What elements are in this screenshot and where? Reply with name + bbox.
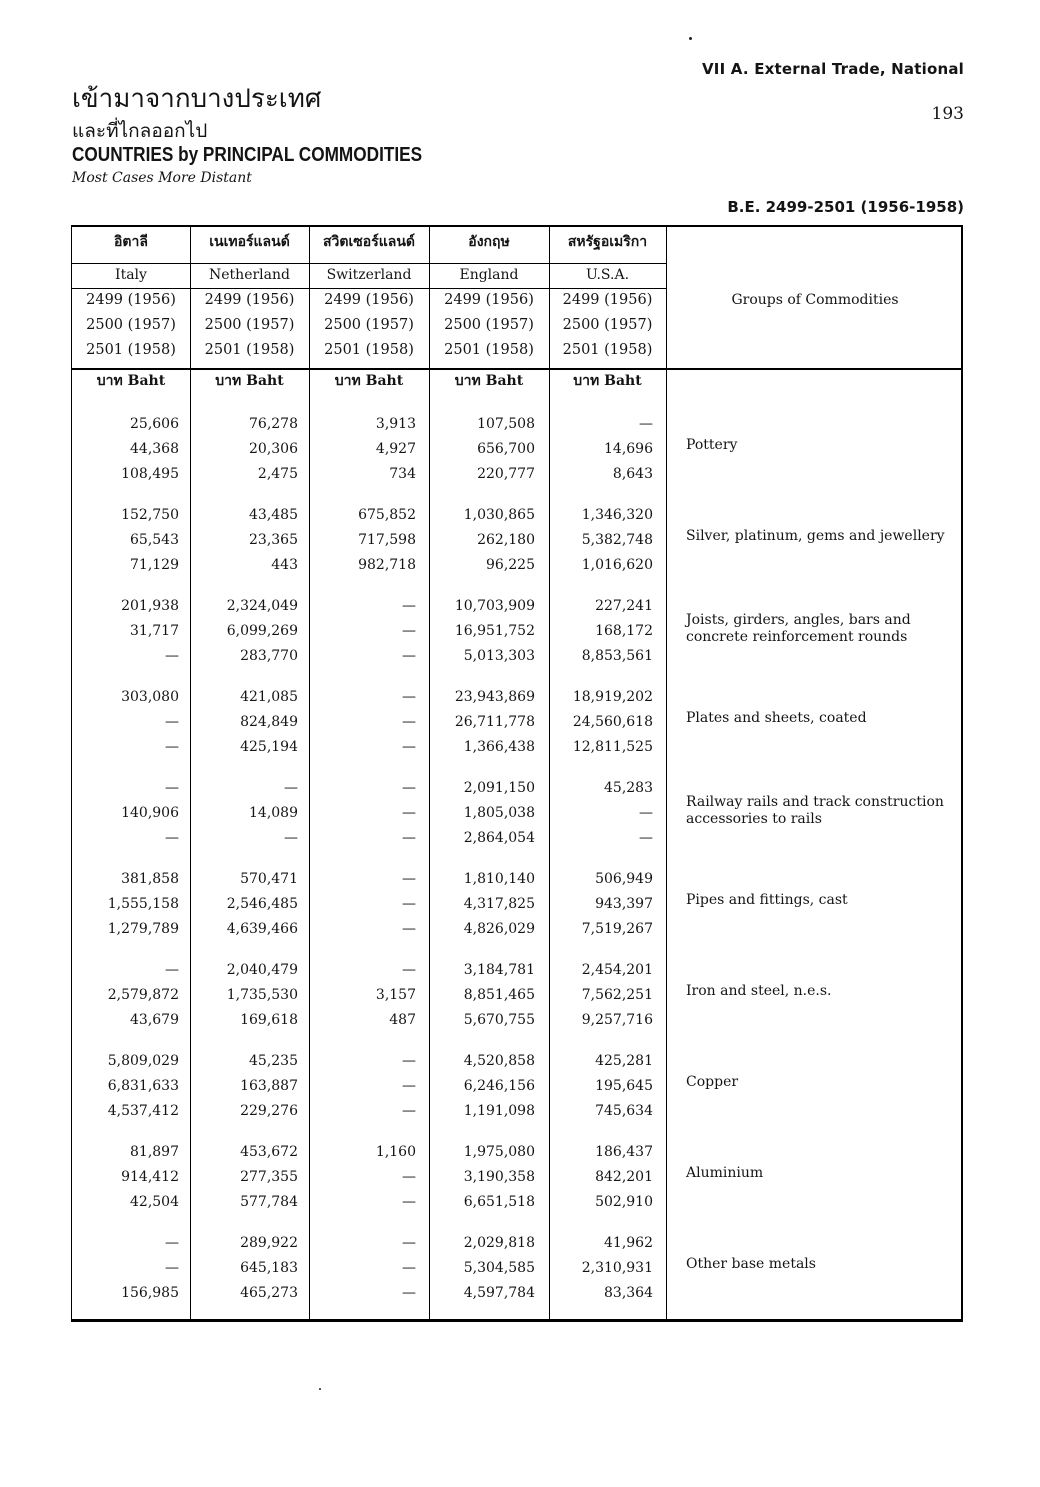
column-header-english: U.S.A. — [585, 267, 630, 283]
period-label: B.E. 2499-2501 (1956-1958) — [727, 198, 964, 216]
commodities-table — [71, 225, 963, 1322]
column-header-english: England — [459, 267, 519, 283]
value-cell: 487 — [389, 1012, 416, 1028]
value-cell: 4,537,412 — [107, 1103, 179, 1119]
commodity-group-label: Copper — [686, 1074, 739, 1090]
empty-dash: — — [402, 896, 416, 912]
value-cell: 5,809,029 — [107, 1053, 179, 1069]
column-header-english: Netherland — [209, 267, 290, 283]
value-cell: 7,519,267 — [581, 921, 653, 937]
value-cell: 44,368 — [130, 441, 179, 457]
value-cell: 824,849 — [240, 714, 298, 730]
value-cell: 425,194 — [240, 739, 298, 755]
value-cell: 914,412 — [121, 1169, 179, 1185]
value-cell: 645,183 — [240, 1260, 298, 1276]
value-cell: 3,157 — [375, 987, 416, 1003]
value-cell: 14,696 — [604, 441, 653, 457]
value-cell: 425,281 — [595, 1053, 653, 1069]
year-label: 2499 (1956) — [204, 292, 295, 308]
value-cell: 163,887 — [240, 1078, 298, 1094]
empty-dash: — — [402, 714, 416, 730]
value-cell: 25,606 — [130, 416, 179, 432]
empty-dash: — — [402, 871, 416, 887]
value-cell: 45,283 — [604, 780, 653, 796]
empty-dash: — — [165, 962, 179, 978]
year-label: 2501 (1958) — [204, 342, 295, 358]
value-cell: 4,639,466 — [226, 921, 298, 937]
value-cell: 4,317,825 — [463, 896, 535, 912]
value-cell: 31,717 — [130, 623, 179, 639]
value-cell: 577,784 — [240, 1194, 298, 1210]
value-cell: 1,191,098 — [463, 1103, 535, 1119]
year-label: 2501 (1958) — [86, 342, 176, 358]
value-cell: 3,913 — [375, 416, 416, 432]
year-label: 2499 (1956) — [86, 292, 176, 308]
value-cell: 8,853,561 — [581, 648, 653, 664]
column-header-thai: สวิตเซอร์แลนด์ — [323, 234, 415, 250]
value-cell: 1,030,865 — [463, 507, 535, 523]
value-cell: 20,306 — [249, 441, 298, 457]
value-cell: 570,471 — [240, 871, 298, 887]
header-bottom-rule — [72, 368, 961, 370]
value-cell: 5,670,755 — [463, 1012, 535, 1028]
empty-dash: — — [165, 739, 179, 755]
value-cell: 45,235 — [249, 1053, 298, 1069]
value-cell: 81,897 — [130, 1144, 179, 1160]
value-cell: 65,543 — [130, 532, 179, 548]
unit-label: บาท Baht — [454, 373, 524, 389]
commodity-group-label: Railway rails and track construction accessories to rails — [686, 794, 944, 827]
value-cell: 2,310,931 — [581, 1260, 653, 1276]
value-cell: 1,279,789 — [107, 921, 179, 937]
value-cell: 76,278 — [249, 416, 298, 432]
value-cell: 734 — [389, 466, 416, 482]
year-label: 2501 (1958) — [444, 342, 534, 358]
empty-dash: — — [165, 1260, 179, 1276]
value-cell: 465,273 — [240, 1285, 298, 1301]
empty-dash: — — [402, 1235, 416, 1251]
value-cell: 96,225 — [486, 557, 535, 573]
value-cell: 6,246,156 — [463, 1078, 535, 1094]
value-cell: 656,700 — [477, 441, 535, 457]
groups-header: Groups of Commodities — [731, 292, 899, 308]
unit-label: บาท Baht — [573, 373, 642, 389]
value-cell: 227,241 — [595, 598, 653, 614]
value-cell: 421,085 — [240, 689, 298, 705]
section-heading: VII A. External Trade, National — [702, 60, 964, 78]
page-subtitle: Most Cases More Distant — [72, 170, 252, 186]
value-cell: 229,276 — [240, 1103, 298, 1119]
empty-dash: — — [402, 1260, 416, 1276]
year-label: 2501 (1958) — [324, 342, 414, 358]
value-cell: 5,382,748 — [581, 532, 653, 548]
commodity-group-label: Aluminium — [686, 1165, 764, 1181]
empty-dash: — — [402, 1169, 416, 1185]
value-cell: 4,597,784 — [463, 1285, 535, 1301]
value-cell: 9,257,716 — [581, 1012, 653, 1028]
empty-dash: — — [402, 739, 416, 755]
value-cell: 277,355 — [240, 1169, 298, 1185]
empty-dash: — — [284, 780, 298, 796]
empty-dash: — — [402, 1053, 416, 1069]
value-cell: 23,365 — [249, 532, 298, 548]
commodity-group-label: Joists, girders, angles, bars and concrete reinforcement rounds — [686, 612, 911, 645]
unit-label: บาท Baht — [215, 373, 284, 389]
value-cell: 6,831,633 — [107, 1078, 179, 1094]
empty-dash: — — [165, 1235, 179, 1251]
value-cell: 14,089 — [249, 805, 298, 821]
value-cell: 289,922 — [240, 1235, 298, 1251]
commodity-group-label: Plates and sheets, coated — [686, 710, 867, 726]
value-cell: 83,364 — [604, 1285, 653, 1301]
value-cell: 502,910 — [595, 1194, 653, 1210]
commodity-group-label: Pipes and fittings, cast — [686, 892, 848, 908]
empty-dash: — — [639, 830, 653, 846]
value-cell: 283,770 — [240, 648, 298, 664]
year-label: 2501 (1958) — [562, 342, 653, 358]
column-header-english: Switzerland — [326, 267, 412, 283]
value-cell: 6,099,269 — [226, 623, 298, 639]
value-cell: 43,679 — [130, 1012, 179, 1028]
empty-dash: — — [402, 1078, 416, 1094]
empty-dash: — — [402, 805, 416, 821]
value-cell: 2,864,054 — [463, 830, 535, 846]
value-cell: 152,750 — [121, 507, 179, 523]
value-cell: 1,555,158 — [107, 896, 179, 912]
empty-dash: — — [402, 598, 416, 614]
value-cell: 168,172 — [595, 623, 653, 639]
value-cell: 982,718 — [358, 557, 416, 573]
value-cell: 943,397 — [595, 896, 653, 912]
value-cell: 717,598 — [358, 532, 416, 548]
empty-dash: — — [639, 805, 653, 821]
value-cell: 1,160 — [375, 1144, 416, 1160]
value-cell: 506,949 — [595, 871, 653, 887]
scan-speck — [319, 1388, 321, 1390]
value-cell: 2,029,818 — [463, 1235, 535, 1251]
empty-dash: — — [165, 648, 179, 664]
thai-subtitle: และที่ไกลออกไป — [72, 120, 208, 142]
empty-dash: — — [284, 830, 298, 846]
empty-dash: — — [402, 1285, 416, 1301]
value-cell: 8,643 — [612, 466, 653, 482]
value-cell: 2,091,150 — [463, 780, 535, 796]
value-cell: 108,495 — [121, 466, 179, 482]
value-cell: 186,437 — [595, 1144, 653, 1160]
year-label: 2500 (1957) — [562, 317, 653, 333]
empty-dash: — — [402, 1194, 416, 1210]
empty-dash: — — [402, 623, 416, 639]
empty-dash: — — [639, 416, 653, 432]
empty-dash: — — [165, 780, 179, 796]
page-title: COUNTRIES by PRINCIPAL COMMODITIES — [72, 144, 423, 166]
value-cell: 3,184,781 — [463, 962, 535, 978]
value-cell: 381,858 — [121, 871, 179, 887]
value-cell: 4,927 — [375, 441, 416, 457]
year-label: 2499 (1956) — [562, 292, 653, 308]
value-cell: 2,040,479 — [226, 962, 298, 978]
value-cell: 156,985 — [121, 1285, 179, 1301]
value-cell: 18,919,202 — [572, 689, 653, 705]
year-label: 2500 (1957) — [324, 317, 414, 333]
commodity-group-label: Pottery — [686, 437, 738, 453]
value-cell: 443 — [271, 557, 298, 573]
column-header-thai: สหรัฐอเมริกา — [567, 234, 648, 250]
value-cell: 1,810,140 — [463, 871, 535, 887]
value-cell: 303,080 — [121, 689, 179, 705]
value-cell: 2,454,201 — [581, 962, 653, 978]
value-cell: 16,951,752 — [454, 623, 535, 639]
unit-label: บาท Baht — [96, 373, 166, 389]
value-cell: 5,013,303 — [463, 648, 535, 664]
year-label: 2499 (1956) — [324, 292, 414, 308]
empty-dash: — — [165, 714, 179, 730]
year-label: 2500 (1957) — [444, 317, 534, 333]
column-header-thai: อิตาลี — [114, 234, 148, 250]
empty-dash: — — [402, 962, 416, 978]
value-cell: 4,520,858 — [463, 1053, 535, 1069]
value-cell: 24,560,618 — [572, 714, 653, 730]
value-cell: 10,703,909 — [454, 598, 535, 614]
year-label: 2499 (1956) — [444, 292, 534, 308]
value-cell: 1,735,530 — [226, 987, 298, 1003]
value-cell: 675,852 — [358, 507, 416, 523]
value-cell: 2,579,872 — [107, 987, 179, 1003]
value-cell: 42,504 — [130, 1194, 179, 1210]
value-cell: 2,546,485 — [226, 896, 298, 912]
value-cell: 2,324,049 — [226, 598, 298, 614]
value-cell: 1,016,620 — [581, 557, 653, 573]
empty-dash: — — [402, 830, 416, 846]
value-cell: 1,975,080 — [463, 1144, 535, 1160]
value-cell: 201,938 — [121, 598, 179, 614]
thai-header-rule — [72, 263, 666, 264]
page-number: 193 — [931, 104, 964, 124]
value-cell: 5,304,585 — [463, 1260, 535, 1276]
commodity-group-label: Iron and steel, n.e.s. — [686, 983, 832, 999]
value-cell: 12,811,525 — [572, 739, 653, 755]
value-cell: 1,805,038 — [463, 805, 535, 821]
value-cell: 41,962 — [604, 1235, 653, 1251]
empty-dash: — — [402, 921, 416, 937]
value-cell: 195,645 — [595, 1078, 653, 1094]
value-cell: 842,201 — [595, 1169, 653, 1185]
empty-dash: — — [402, 689, 416, 705]
value-cell: 26,711,778 — [454, 714, 535, 730]
empty-dash: — — [402, 648, 416, 664]
year-label: 2500 (1957) — [86, 317, 176, 333]
value-cell: 453,672 — [240, 1144, 298, 1160]
empty-dash: — — [402, 1103, 416, 1119]
empty-dash: — — [165, 830, 179, 846]
value-cell: 2,475 — [257, 466, 298, 482]
value-cell: 1,366,438 — [463, 739, 535, 755]
column-header-thai: เนเทอร์แลนด์ — [209, 234, 290, 250]
empty-dash: — — [402, 780, 416, 796]
value-cell: 169,618 — [240, 1012, 298, 1028]
value-cell: 23,943,869 — [454, 689, 535, 705]
value-cell: 7,562,251 — [581, 987, 653, 1003]
value-cell: 262,180 — [477, 532, 535, 548]
value-cell: 43,485 — [249, 507, 298, 523]
column-header-english: Italy — [115, 267, 147, 283]
year-header-rule — [72, 288, 666, 289]
value-cell: 107,508 — [477, 416, 535, 432]
commodity-group-label: Silver, platinum, gems and jewellery — [686, 528, 945, 544]
value-cell: 4,826,029 — [463, 921, 535, 937]
value-cell: 745,634 — [595, 1103, 653, 1119]
value-cell: 71,129 — [130, 557, 179, 573]
column-header-thai: อังกฤษ — [468, 234, 510, 250]
value-cell: 6,651,518 — [463, 1194, 535, 1210]
value-cell: 140,906 — [121, 805, 179, 821]
column-rule — [666, 227, 667, 1319]
value-cell: 3,190,358 — [463, 1169, 535, 1185]
year-label: 2500 (1957) — [204, 317, 295, 333]
thai-title: เข้ามาจากบางประเทศ — [72, 84, 322, 114]
value-cell: 8,851,465 — [463, 987, 535, 1003]
value-cell: 220,777 — [477, 466, 535, 482]
value-cell: 1,346,320 — [581, 507, 653, 523]
unit-label: บาท Baht — [334, 373, 404, 389]
scan-speck — [689, 37, 692, 40]
commodity-group-label: Other base metals — [686, 1256, 816, 1272]
